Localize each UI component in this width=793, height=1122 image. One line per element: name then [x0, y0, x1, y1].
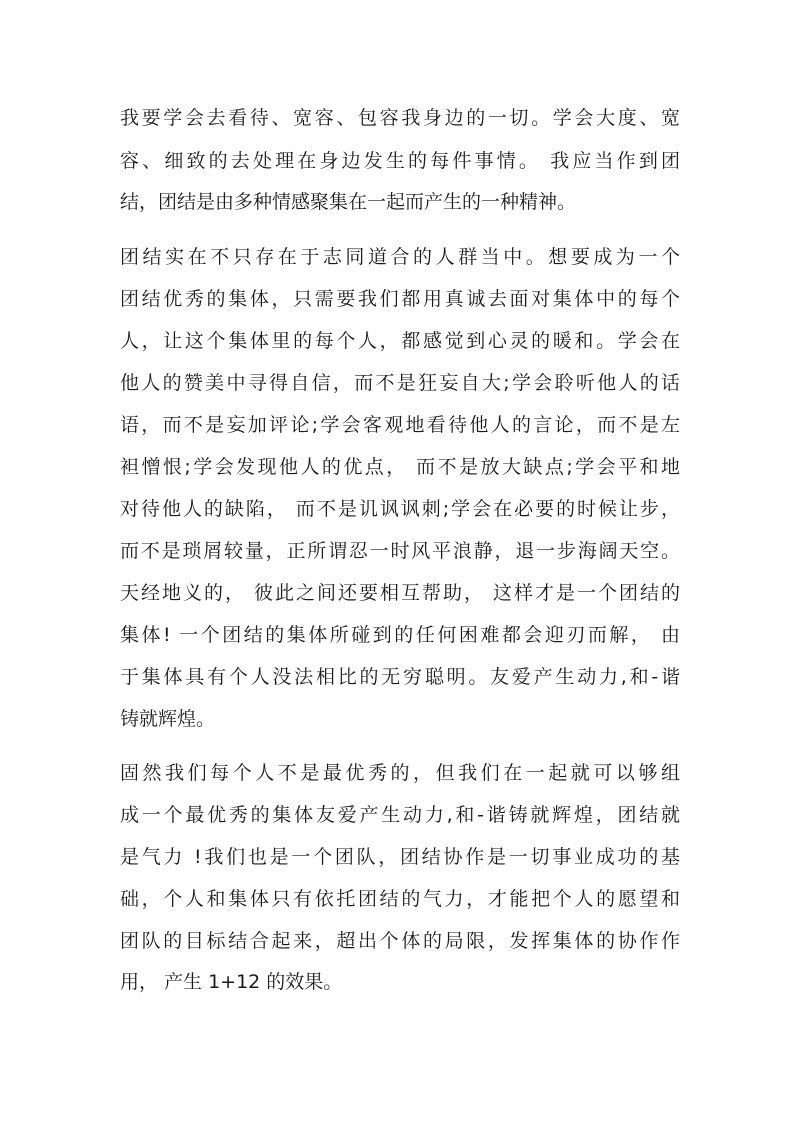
paragraph-2-line-12: 铸就辉煌。 [120, 708, 216, 730]
paragraph-2-line-5: 语，而不是妄加评论;学会客观地看待他人的言论，而不是左 [120, 414, 680, 436]
paragraph-2-line-11: 于集体具有个人没法相比的无穷聪明。友爱产生动力,和-谐 [120, 666, 680, 688]
paragraph-2-line-8: 而不是琐屑较量，正所谓忍一时风平浪静，退一步海阔天空。 [120, 540, 680, 562]
paragraph-3-line-2: 成一个最优秀的集体友爱产生动力,和-谐铸就辉煌，团结就 [120, 804, 680, 826]
paragraph-1-line-1: 我要学会去看待、宽容、包容我身边的一切。学会大度、宽 [120, 107, 680, 129]
paragraph-2-line-10: 集体! 一个团结的集体所碰到的任何困难都会迎刃而解， 由 [120, 624, 680, 646]
paragraph-2-line-9: 天经地义的， 彼此之间还要相互帮助， 这样才是一个团结的 [120, 582, 680, 604]
paragraph-3-line-6: 用， 产生 1+12 的效果。 [120, 971, 343, 993]
paragraph-2-line-2: 团结优秀的集体，只需要我们都用真诚去面对集体中的每个 [120, 288, 680, 310]
paragraph-2-line-1: 团结实在不只存在于志同道合的人群当中。想要成为一个 [120, 246, 680, 268]
paragraph-3-line-1: 固然我们每个人不是最优秀的，但我们在一起就可以够组 [120, 762, 680, 784]
paragraph-2-line-3: 人，让这个集体里的每个人，都感觉到心灵的暖和。学会在 [120, 330, 680, 352]
paragraph-1-line-2: 容、细致的去处理在身边发生的每件事情。 我应当作到团 [120, 150, 680, 172]
paragraph-1-line-3: 结，团结是由多种情感聚集在一起而产生的一种精神。 [120, 191, 577, 213]
paragraph-2-line-7: 对待他人的缺陷， 而不是讥讽讽刺;学会在必要的时候让步， [120, 498, 680, 520]
paragraph-3-line-5: 团队的目标结合起来，超出个体的局限，发挥集体的协作作 [120, 930, 680, 952]
paragraph-3-line-3: 是气力 !我们也是一个团队，团结协作是一切事业成功的基 [120, 846, 680, 868]
paragraph-2-line-6: 袒憎恨;学会发现他人的优点， 而不是放大缺点;学会平和地 [120, 456, 680, 478]
paragraph-2-line-4: 他人的赞美中寻得自信，而不是狂妄自大;学会聆听他人的话 [120, 372, 680, 394]
paragraph-3-line-4: 础，个人和集体只有依托团结的气力，才能把个人的愿望和 [120, 888, 680, 910]
